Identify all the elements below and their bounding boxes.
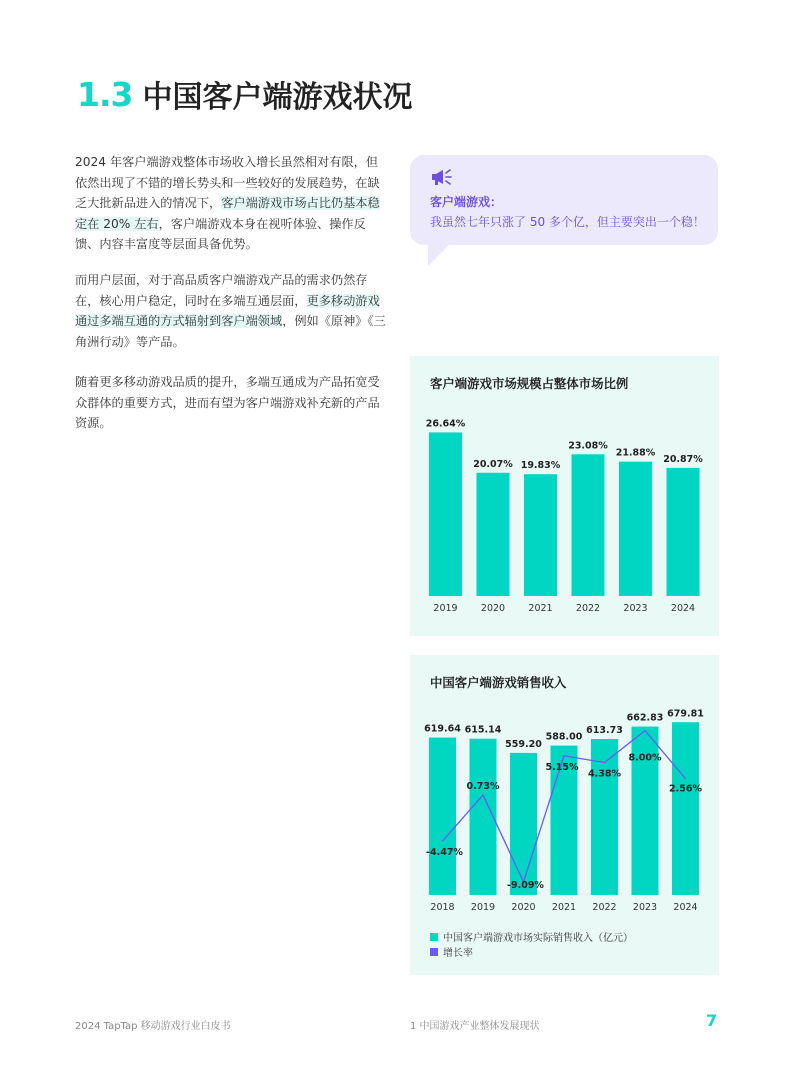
revenue-year-label: 2024 (673, 902, 698, 913)
share-value-label: 26.64% (425, 418, 466, 430)
revenue-value-label: 679.81 (667, 708, 704, 720)
paragraph-2-text-end: ，例如《原神》《三角洲行动》等产品。 (75, 314, 386, 349)
revenue-year-label: 2021 (551, 902, 577, 913)
section-heading (77, 72, 412, 116)
section-title: 中国客户端游戏状况 (142, 80, 413, 115)
legend-item-revenue (430, 929, 633, 944)
share-value-label: 20.87% (663, 453, 703, 465)
revenue-value-label: 588.00 (545, 731, 583, 743)
share-bar (524, 474, 557, 596)
share-bar (429, 432, 462, 596)
share-bar (477, 473, 510, 596)
legend-swatch-growth (430, 948, 438, 956)
share-bar (667, 468, 700, 596)
paragraph-1-text: 2024 年客户端游戏整体市场收入增长虽然相对有限，但依然出现了不错的增长势头和一些较好的发展趋势，在缺乏大批新品进入的情况下， (75, 155, 380, 210)
share-bar (619, 462, 652, 596)
paragraph-3-text: 随着更多移动游戏品质的提升，多端互通成为产品拓宽受众群体的重要方式，进而有望为客户端游戏补充新的产品资源。 (75, 375, 380, 430)
revenue-value-label: 613.73 (586, 725, 623, 737)
share-year-label: 2023 (623, 603, 648, 614)
share-year-label: 2020 (480, 603, 506, 614)
legend-swatch-revenue (430, 933, 438, 941)
revenue-value-label: 559.20 (505, 738, 542, 750)
revenue-bar (429, 738, 456, 895)
footer-left: 2024 TapTap 移动游戏行业白皮书 (75, 1021, 231, 1032)
share-chart-title: 客户端游戏市场规模占整体市场比例 (430, 376, 629, 391)
paragraph-2-text: 而用户层面，对于高品质客户端游戏产品的需求仍然存在，核心用户稳定，同时在多端互通层面， (75, 273, 368, 308)
paragraph-1-text-end: ，客户端游戏本身在视听体验、操作反馈、内容丰富度等层面具备优势。 (75, 216, 366, 251)
legend-item-growth (430, 944, 633, 959)
growth-rate-label: -9.09% (507, 880, 544, 891)
share-value-label: 20.07% (473, 458, 513, 470)
share-value-label: 21.88% (615, 447, 656, 459)
growth-rate-label: 0.73% (466, 780, 500, 792)
quote-label: 客户端游戏： (430, 195, 503, 209)
revenue-year-label: 2018 (430, 902, 455, 913)
paragraph-1-highlight: 客户端游戏市场占比仍基本稳定在 20% 左右 (75, 196, 380, 231)
paragraph-3 (75, 372, 387, 434)
revenue-bar (510, 753, 537, 895)
legend-label-revenue: 中国客户端游戏市场实际销售收入（亿元） (443, 933, 633, 944)
megaphone-icon (430, 167, 456, 187)
share-year-label: 2019 (433, 603, 458, 614)
revenue-value-label: 615.14 (464, 724, 502, 736)
share-chart-panel (410, 356, 719, 636)
quote-text: 我虽然七年只涨了 50 多个亿，但主要突出一个稳！ (430, 215, 705, 229)
growth-rate-label: 2.56% (669, 783, 702, 795)
share-year-label: 2024 (670, 603, 696, 614)
revenue-year-label: 2019 (470, 902, 496, 913)
share-year-label: 2022 (575, 603, 601, 614)
share-year-label: 2021 (528, 603, 553, 614)
quote-bubble (410, 155, 718, 245)
revenue-chart-legend (430, 929, 633, 959)
revenue-chart (410, 655, 719, 975)
growth-rate-label: -4.47% (426, 847, 463, 859)
revenue-year-label: 2020 (511, 902, 536, 913)
share-value-label: 23.08% (568, 440, 608, 452)
section-number: 1.3 (77, 74, 133, 114)
growth-rate-label: 4.38% (588, 768, 621, 780)
share-bar (572, 454, 605, 596)
revenue-value-label: 619.64 (424, 723, 461, 735)
growth-rate-label: 5.15% (545, 761, 579, 773)
revenue-bar (672, 722, 699, 895)
page-number: 7 (706, 1011, 718, 1030)
revenue-year-label: 2022 (592, 902, 617, 913)
paragraph-2 (75, 270, 387, 352)
growth-rate-label: 8.00% (628, 752, 662, 764)
revenue-bar (470, 739, 497, 895)
paragraph-2-highlight: 更多移动游戏通过多端互通的方式辐射到客户端领域 (75, 293, 380, 328)
share-value-label: 19.83% (520, 460, 561, 472)
revenue-chart-title: 中国客户端游戏销售收入 (430, 675, 567, 690)
share-chart (410, 356, 719, 636)
revenue-value-label: 662.83 (626, 712, 664, 724)
legend-label-growth: 增长率 (443, 948, 473, 959)
quote-bubble-tail (428, 244, 450, 266)
revenue-year-label: 2023 (632, 902, 658, 913)
paragraph-1 (75, 152, 387, 255)
footer-center: 1 中国游戏产业整体发展现状 (410, 1021, 540, 1032)
revenue-chart-panel (410, 655, 719, 975)
